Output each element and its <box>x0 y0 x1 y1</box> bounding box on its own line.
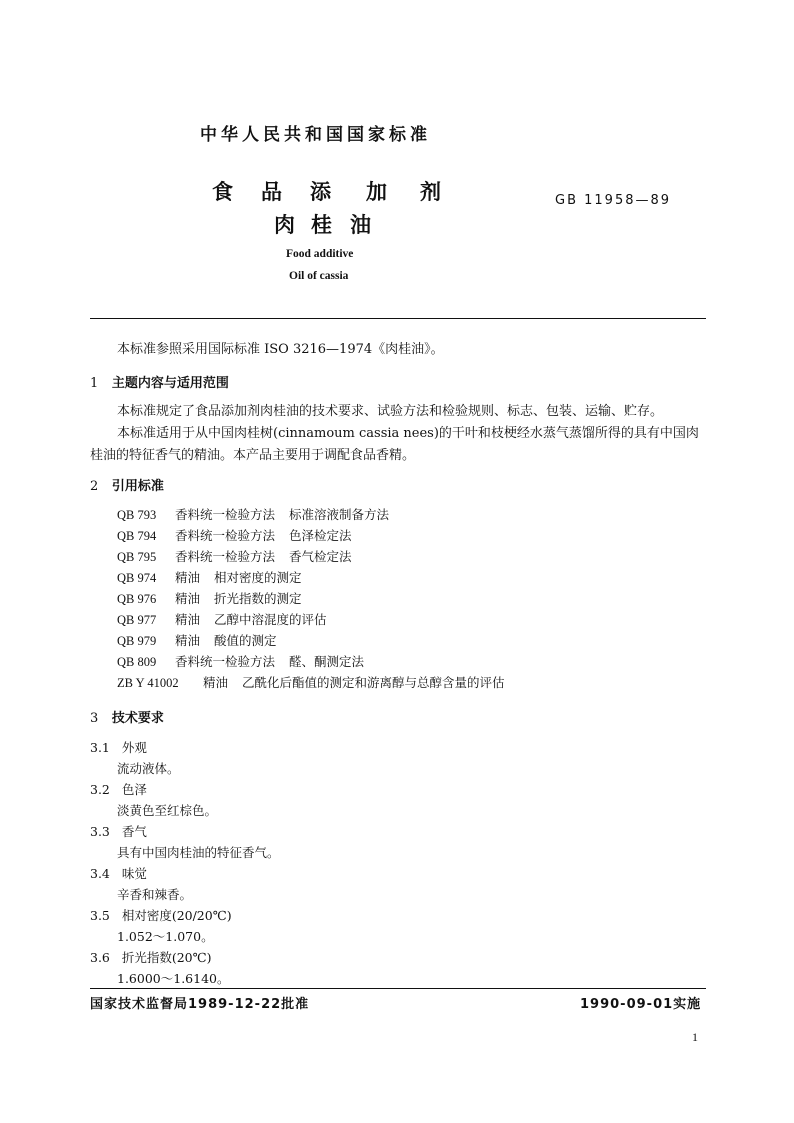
requirement-label: 相对密度(20/20℃) <box>121 908 232 923</box>
reference-row <box>117 568 302 586</box>
requirement-value: 辛香和辣香。 <box>117 887 193 902</box>
requirement-value: 淡黄色至红棕色。 <box>117 803 218 818</box>
reference-code: QB 795 <box>117 550 157 564</box>
reference-title: 精油 <box>203 675 229 690</box>
reference-title: 香料统一检验方法 <box>175 549 276 564</box>
requirement-number: 3.5 <box>90 908 110 923</box>
section-title: 技术要求 <box>111 711 164 726</box>
reference-row <box>117 631 277 649</box>
footer-divider <box>90 988 706 989</box>
title-char: 添 <box>310 180 331 204</box>
reference-code: QB 793 <box>117 508 157 522</box>
reference-row <box>117 673 505 691</box>
reference-code: QB 976 <box>117 592 157 606</box>
header-divider <box>90 318 706 319</box>
requirement-label: 味觉 <box>121 866 147 881</box>
section-3-heading <box>90 707 164 726</box>
requirement-label: 折光指数(20℃) <box>121 950 212 965</box>
reference-subtitle: 醛、酮测定法 <box>289 654 365 669</box>
section-1-para-2-line-1: 本标准适用于从中国肉桂树(cinnamoum cassia nees)的干叶和枝梗经水蒸气蒸馏所得的具有中国肉 <box>117 426 699 441</box>
reference-title: 精油 <box>175 591 201 606</box>
reference-title: 精油 <box>175 633 201 648</box>
requirement-label: 色泽 <box>121 782 147 797</box>
reference-row <box>117 589 302 607</box>
reference-subtitle: 乙酰化后酯值的测定和游离醇与总醇含量的评估 <box>242 675 505 690</box>
requirement-item <box>90 948 211 966</box>
requirement-item <box>90 780 147 798</box>
reference-subtitle: 香气检定法 <box>289 549 352 564</box>
requirement-number: 3.2 <box>90 782 110 797</box>
english-title: Food additive <box>286 248 354 260</box>
section-number: 1 <box>90 376 99 391</box>
reference-code: QB 974 <box>117 571 157 585</box>
title-char: 剂 <box>420 180 441 204</box>
section-number: 2 <box>90 479 99 494</box>
reference-title: 精油 <box>175 612 201 627</box>
requirement-item <box>90 864 147 882</box>
reference-subtitle: 色泽检定法 <box>289 528 352 543</box>
title-char: 加 <box>366 180 387 204</box>
reference-subtitle: 标准溶液制备方法 <box>289 507 390 522</box>
reference-subtitle: 相对密度的测定 <box>214 570 302 585</box>
page-number: 1 <box>692 1030 698 1044</box>
effective-date-text: 1990-09-01实施 <box>580 997 702 1012</box>
reference-code: QB 794 <box>117 529 157 543</box>
reference-subtitle: 乙醇中溶混度的评估 <box>214 612 327 627</box>
reference-title: 精油 <box>175 570 201 585</box>
section-number: 3 <box>90 711 99 726</box>
requirement-item <box>90 906 232 924</box>
subtitle-char: 油 <box>350 213 371 237</box>
requirement-value: 具有中国肉桂油的特征香气。 <box>117 845 280 860</box>
section-1-para-1: 本标准规定了食品添加剂肉桂油的技术要求、试验方法和检验规则、标志、包装、运输、贮存。 <box>117 404 664 419</box>
national-standard-heading: 中华人民共和国国家标准 <box>200 125 431 145</box>
subtitle-char: 桂 <box>311 213 332 237</box>
standard-code: GB 11958—89 <box>555 193 672 208</box>
requirement-number: 3.3 <box>90 824 110 839</box>
reference-code: QB 979 <box>117 634 157 648</box>
section-1-heading <box>90 372 229 391</box>
requirement-label: 香气 <box>121 824 147 839</box>
reference-code: ZB Y 41002 <box>117 676 179 690</box>
reference-subtitle: 酸值的测定 <box>214 633 277 648</box>
subtitle-char: 肉 <box>274 213 295 237</box>
reference-code: QB 977 <box>117 613 157 627</box>
reference-row <box>117 505 389 523</box>
reference-row <box>117 526 352 544</box>
english-subtitle: Oil of cassia <box>289 270 349 282</box>
reference-title: 香料统一检验方法 <box>175 654 276 669</box>
requirement-number: 3.1 <box>90 740 110 755</box>
reference-code: QB 809 <box>117 655 157 669</box>
requirement-value: 1.6000～1.6140。 <box>117 971 230 986</box>
requirement-item <box>90 822 147 840</box>
section-1-para-2-line-2: 桂油的特征香气的精油。本产品主要用于调配食品香精。 <box>90 448 416 463</box>
section-2-heading <box>90 475 164 494</box>
reference-row <box>117 610 327 628</box>
section-title: 引用标准 <box>111 479 164 494</box>
requirement-value: 1.052～1.070。 <box>117 929 214 944</box>
requirement-item <box>90 738 147 756</box>
requirement-value: 流动液体。 <box>117 761 180 776</box>
title-char: 食 <box>212 180 233 204</box>
intro-text: 本标准参照采用国际标准 ISO 3216—1974《肉桂油》。 <box>117 342 444 357</box>
section-title: 主题内容与适用范围 <box>111 376 229 391</box>
requirement-number: 3.6 <box>90 950 110 965</box>
requirement-number: 3.4 <box>90 866 110 881</box>
reference-row <box>117 547 352 565</box>
reference-subtitle: 折光指数的测定 <box>214 591 302 606</box>
reference-row <box>117 652 364 670</box>
title-char: 品 <box>261 180 282 204</box>
reference-title: 香料统一检验方法 <box>175 507 276 522</box>
reference-title: 香料统一检验方法 <box>175 528 276 543</box>
approval-text: 国家技术监督局1989-12-22批准 <box>90 997 310 1012</box>
requirement-label: 外观 <box>121 740 147 755</box>
